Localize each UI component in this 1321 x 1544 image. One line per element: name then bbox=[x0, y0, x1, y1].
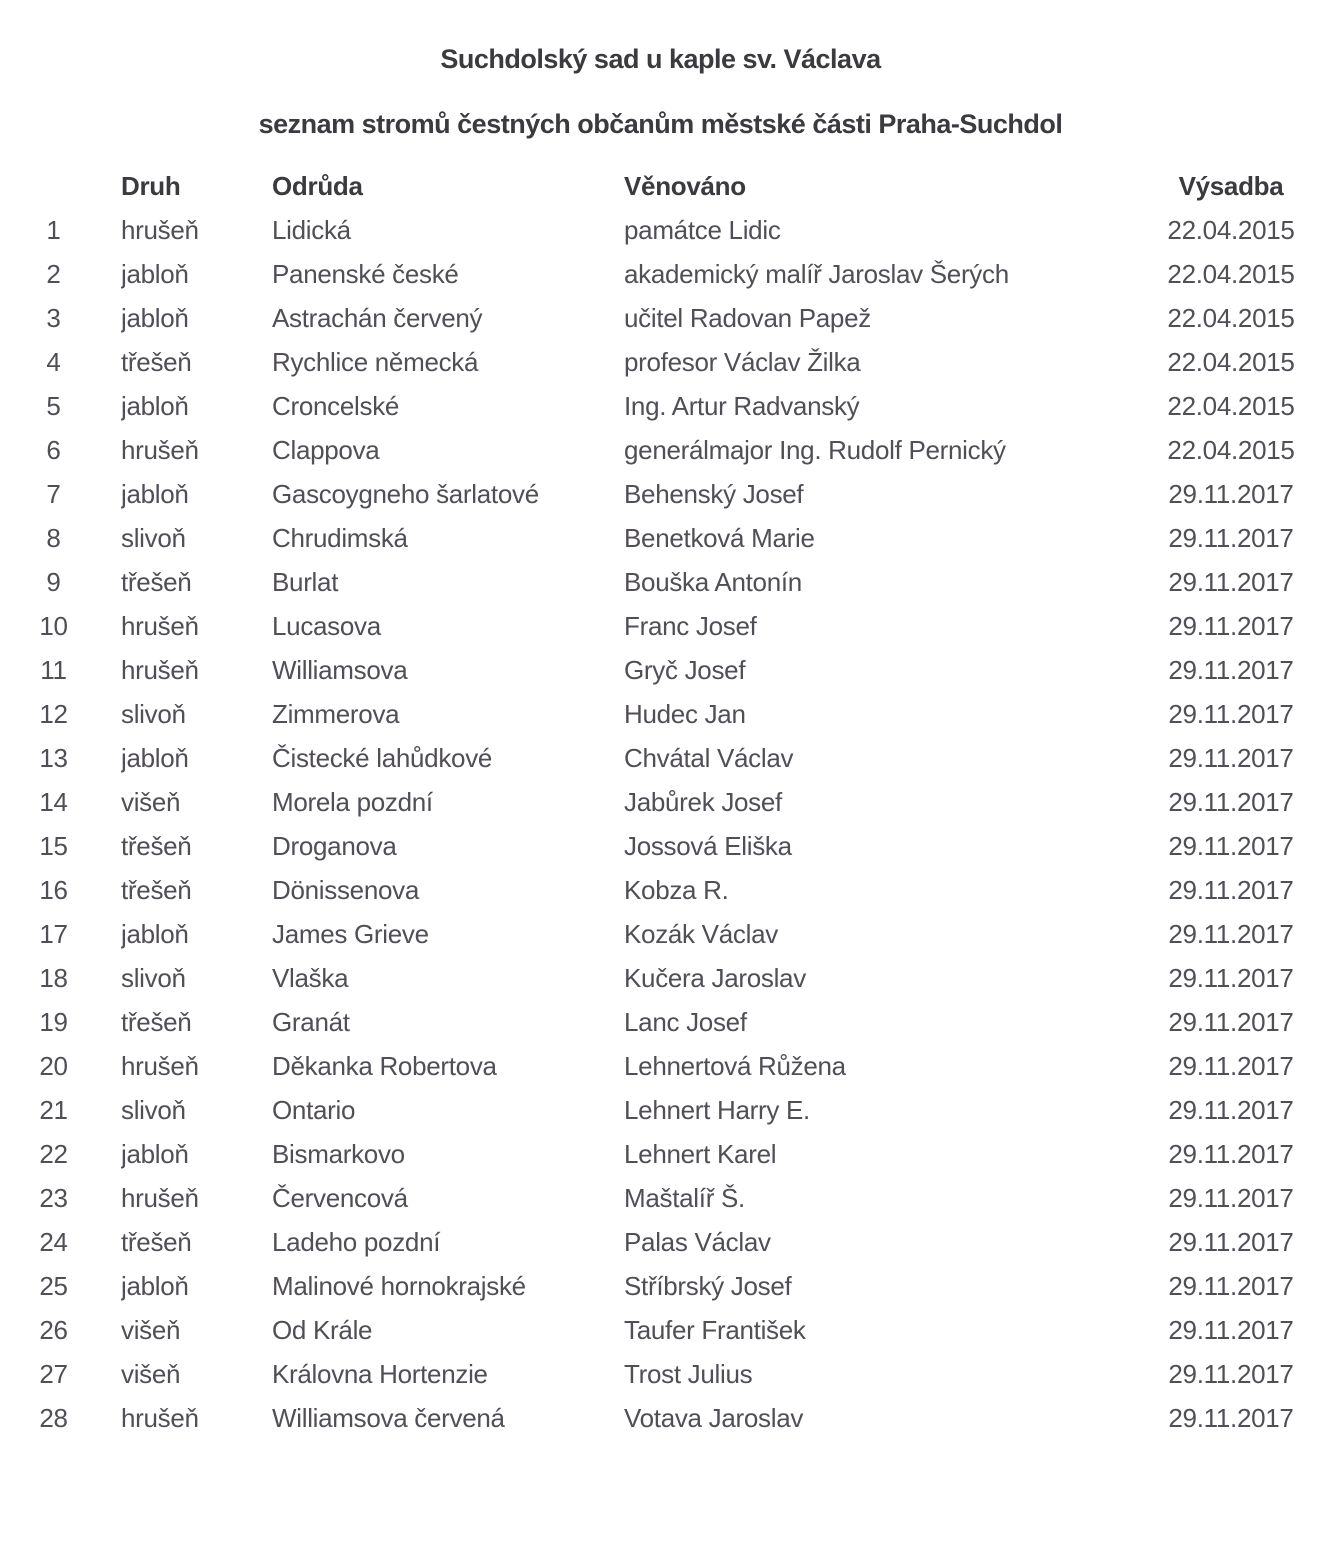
table-row bbox=[0, 340, 1321, 384]
table-row bbox=[0, 912, 1321, 956]
table-row bbox=[0, 1396, 1321, 1440]
row-venovano-cell: Kučera Jaroslav bbox=[624, 962, 806, 993]
row-druh-cell: jabloň bbox=[121, 258, 189, 289]
row-odruda-cell: Rychlice německá bbox=[272, 346, 479, 377]
row-venovano-cell: Gryč Josef bbox=[624, 654, 746, 685]
row-venovano-cell: Palas Václav bbox=[624, 1226, 771, 1257]
table-row bbox=[0, 1000, 1321, 1044]
table-row bbox=[0, 1352, 1321, 1396]
table-row bbox=[0, 692, 1321, 736]
col-header-venovano: Věnováno bbox=[624, 170, 746, 201]
row-odruda-cell: Croncelské bbox=[272, 390, 400, 421]
table-row bbox=[0, 1176, 1321, 1220]
row-druh-cell: slivoň bbox=[121, 698, 186, 729]
table-row bbox=[0, 868, 1321, 912]
row-vysadba-cell: 29.11.2017 bbox=[1168, 1182, 1294, 1213]
row-venovano-cell: Votava Jaroslav bbox=[624, 1402, 804, 1433]
row-venovano-cell: Stříbrský Josef bbox=[624, 1270, 792, 1301]
row-druh-cell: třešeň bbox=[121, 830, 192, 861]
row-druh-cell: třešeň bbox=[121, 1006, 192, 1037]
row-number-cell: 26 bbox=[39, 1314, 68, 1345]
row-druh-cell: slivoň bbox=[121, 522, 186, 553]
table-row bbox=[0, 1220, 1321, 1264]
row-number-cell: 22 bbox=[39, 1138, 68, 1169]
col-header-vysadba: Výsadba bbox=[1178, 170, 1284, 201]
row-druh-cell: třešeň bbox=[121, 874, 192, 905]
row-number-cell: 2 bbox=[46, 258, 61, 289]
row-odruda-cell: Malinové hornokrajské bbox=[272, 1270, 526, 1301]
row-number-cell: 11 bbox=[40, 654, 67, 685]
row-odruda-cell: Zimmerova bbox=[272, 698, 400, 729]
row-venovano-cell: Chvátal Václav bbox=[624, 742, 794, 773]
row-druh-cell: slivoň bbox=[121, 1094, 186, 1125]
row-druh-cell: třešeň bbox=[121, 346, 192, 377]
row-odruda-cell: Vlaška bbox=[272, 962, 349, 993]
row-venovano-cell: Maštalíř Š. bbox=[624, 1182, 745, 1213]
row-odruda-cell: Od Krále bbox=[272, 1314, 373, 1345]
row-odruda-cell: James Grieve bbox=[272, 918, 429, 949]
table-header-row bbox=[0, 164, 1321, 208]
row-venovano-cell: akademický malíř Jaroslav Šerých bbox=[624, 258, 1009, 289]
table-row bbox=[0, 1044, 1321, 1088]
row-druh-cell: hrušeň bbox=[121, 1050, 199, 1081]
col-header-odruda: Odrůda bbox=[272, 170, 363, 201]
row-vysadba-cell: 22.04.2015 bbox=[1167, 214, 1295, 245]
row-odruda-cell: Burlat bbox=[272, 566, 339, 597]
row-druh-cell: hrušeň bbox=[121, 654, 199, 685]
row-odruda-cell: Lidická bbox=[272, 214, 351, 245]
row-odruda-cell: Děkanka Robertova bbox=[272, 1050, 497, 1081]
row-odruda-cell: Williamsova červená bbox=[272, 1402, 505, 1433]
row-venovano-cell: Lanc Josef bbox=[624, 1006, 747, 1037]
table-row bbox=[0, 824, 1321, 868]
row-vysadba-cell: 29.11.2017 bbox=[1168, 1226, 1294, 1257]
row-vysadba-cell: 29.11.2017 bbox=[1168, 786, 1294, 817]
document-page bbox=[0, 45, 1321, 1440]
row-number-cell: 12 bbox=[39, 698, 68, 729]
row-odruda-cell: Královna Hortenzie bbox=[272, 1358, 488, 1389]
row-odruda-cell: Droganova bbox=[272, 830, 397, 861]
row-vysadba-cell: 29.11.2017 bbox=[1168, 874, 1294, 905]
row-number-cell: 17 bbox=[39, 918, 68, 949]
table-row bbox=[0, 1264, 1321, 1308]
row-druh-cell: jabloň bbox=[121, 1138, 189, 1169]
row-druh-cell: višeň bbox=[121, 786, 181, 817]
row-number-cell: 19 bbox=[39, 1006, 68, 1037]
table-row bbox=[0, 516, 1321, 560]
row-number-cell: 7 bbox=[46, 478, 61, 509]
row-vysadba-cell: 29.11.2017 bbox=[1168, 962, 1294, 993]
table-row bbox=[0, 956, 1321, 1000]
row-odruda-cell: Lucasova bbox=[272, 610, 381, 641]
table-row bbox=[0, 1088, 1321, 1132]
trees-table bbox=[0, 164, 1321, 1440]
row-vysadba-cell: 22.04.2015 bbox=[1167, 258, 1295, 289]
row-vysadba-cell: 29.11.2017 bbox=[1168, 1138, 1294, 1169]
table-row bbox=[0, 296, 1321, 340]
row-druh-cell: hrušeň bbox=[121, 1182, 199, 1213]
row-number-cell: 20 bbox=[39, 1050, 68, 1081]
table-row bbox=[0, 648, 1321, 692]
table-row bbox=[0, 1308, 1321, 1352]
row-number-cell: 6 bbox=[46, 434, 61, 465]
table-row bbox=[0, 252, 1321, 296]
row-odruda-cell: Chrudimská bbox=[272, 522, 408, 553]
row-venovano-cell: Lehnert Harry E. bbox=[624, 1094, 810, 1125]
row-vysadba-cell: 22.04.2015 bbox=[1167, 302, 1295, 333]
row-vysadba-cell: 29.11.2017 bbox=[1168, 1094, 1294, 1125]
row-odruda-cell: Panenské české bbox=[272, 258, 459, 289]
row-druh-cell: jabloň bbox=[121, 1270, 189, 1301]
row-druh-cell: slivoň bbox=[121, 962, 186, 993]
row-venovano-cell: Behenský Josef bbox=[624, 478, 804, 509]
row-venovano-cell: Hudec Jan bbox=[624, 698, 746, 729]
row-number-cell: 4 bbox=[46, 346, 61, 377]
row-vysadba-cell: 29.11.2017 bbox=[1168, 1358, 1294, 1389]
row-vysadba-cell: 29.11.2017 bbox=[1168, 1402, 1294, 1433]
row-druh-cell: jabloň bbox=[121, 918, 189, 949]
row-vysadba-cell: 29.11.2017 bbox=[1168, 654, 1294, 685]
row-number-cell: 25 bbox=[39, 1270, 68, 1301]
row-number-cell: 3 bbox=[46, 302, 61, 333]
row-vysadba-cell: 29.11.2017 bbox=[1168, 1314, 1294, 1345]
table-row bbox=[0, 560, 1321, 604]
row-odruda-cell: Čistecké lahůdkové bbox=[272, 742, 493, 773]
row-venovano-cell: Jossová Eliška bbox=[624, 830, 792, 861]
row-vysadba-cell: 29.11.2017 bbox=[1168, 610, 1294, 641]
row-odruda-cell: Gascoygneho šarlatové bbox=[272, 478, 539, 509]
row-venovano-cell: Kobza R. bbox=[624, 874, 729, 905]
row-vysadba-cell: 29.11.2017 bbox=[1168, 1006, 1294, 1037]
col-header-druh: Druh bbox=[121, 170, 181, 201]
row-druh-cell: třešeň bbox=[121, 1226, 192, 1257]
row-druh-cell: hrušeň bbox=[121, 1402, 199, 1433]
row-number-cell: 14 bbox=[39, 786, 68, 817]
row-vysadba-cell: 29.11.2017 bbox=[1168, 478, 1294, 509]
row-druh-cell: jabloň bbox=[121, 390, 189, 421]
row-venovano-cell: generálmajor Ing. Rudolf Pernický bbox=[624, 434, 1006, 465]
row-odruda-cell: Červencová bbox=[272, 1182, 408, 1213]
row-venovano-cell: Taufer František bbox=[624, 1314, 806, 1345]
table-row bbox=[0, 428, 1321, 472]
row-druh-cell: třešeň bbox=[121, 566, 192, 597]
row-venovano-cell: památce Lidic bbox=[624, 214, 781, 245]
table-row bbox=[0, 736, 1321, 780]
row-druh-cell: hrušeň bbox=[121, 434, 199, 465]
row-odruda-cell: Ontario bbox=[272, 1094, 356, 1125]
row-vysadba-cell: 22.04.2015 bbox=[1167, 434, 1295, 465]
row-number-cell: 10 bbox=[39, 610, 68, 641]
table-row bbox=[0, 208, 1321, 252]
row-venovano-cell: Trost Julius bbox=[624, 1358, 753, 1389]
row-venovano-cell: učitel Radovan Papež bbox=[624, 302, 871, 333]
row-odruda-cell: Granát bbox=[272, 1006, 350, 1037]
row-druh-cell: jabloň bbox=[121, 478, 189, 509]
row-odruda-cell: Williamsova bbox=[272, 654, 408, 685]
row-venovano-cell: Franc Josef bbox=[624, 610, 757, 641]
row-number-cell: 1 bbox=[46, 214, 61, 245]
row-venovano-cell: Kozák Václav bbox=[624, 918, 778, 949]
row-number-cell: 28 bbox=[39, 1402, 68, 1433]
row-odruda-cell: Clappova bbox=[272, 434, 380, 465]
row-number-cell: 9 bbox=[46, 566, 61, 597]
table-row bbox=[0, 472, 1321, 516]
row-vysadba-cell: 22.04.2015 bbox=[1167, 346, 1295, 377]
row-odruda-cell: Ladeho pozdní bbox=[272, 1226, 441, 1257]
row-number-cell: 15 bbox=[39, 830, 68, 861]
row-druh-cell: jabloň bbox=[121, 742, 189, 773]
row-odruda-cell: Astrachán červený bbox=[272, 302, 483, 333]
row-vysadba-cell: 29.11.2017 bbox=[1168, 742, 1294, 773]
row-vysadba-cell: 29.11.2017 bbox=[1168, 830, 1294, 861]
row-vysadba-cell: 29.11.2017 bbox=[1168, 566, 1294, 597]
row-venovano-cell: Lehnertová Růžena bbox=[624, 1050, 846, 1081]
table-row bbox=[0, 1132, 1321, 1176]
row-druh-cell: jabloň bbox=[121, 302, 189, 333]
page-subtitle: seznam stromů čestných občanům městské části Praha-Suchdol bbox=[258, 109, 1063, 139]
row-venovano-cell: Benetková Marie bbox=[624, 522, 815, 553]
row-number-cell: 24 bbox=[39, 1226, 68, 1257]
page-title: Suchdolský sad u kaple sv. Václava bbox=[440, 44, 881, 74]
row-number-cell: 8 bbox=[46, 522, 61, 553]
row-vysadba-cell: 29.11.2017 bbox=[1168, 918, 1294, 949]
table-row bbox=[0, 780, 1321, 824]
row-number-cell: 18 bbox=[39, 962, 68, 993]
row-vysadba-cell: 29.11.2017 bbox=[1168, 698, 1294, 729]
row-vysadba-cell: 22.04.2015 bbox=[1167, 390, 1295, 421]
row-vysadba-cell: 29.11.2017 bbox=[1168, 1270, 1294, 1301]
row-druh-cell: hrušeň bbox=[121, 214, 199, 245]
table-row bbox=[0, 384, 1321, 428]
row-venovano-cell: Jabůrek Josef bbox=[624, 786, 782, 817]
col-header-index bbox=[0, 164, 121, 208]
table-body bbox=[0, 208, 1321, 1440]
row-number-cell: 21 bbox=[39, 1094, 68, 1125]
row-druh-cell: višeň bbox=[121, 1358, 181, 1389]
row-odruda-cell: Morela pozdní bbox=[272, 786, 433, 817]
row-odruda-cell: Dönissenova bbox=[272, 874, 420, 905]
row-druh-cell: hrušeň bbox=[121, 610, 199, 641]
row-number-cell: 23 bbox=[39, 1182, 68, 1213]
row-druh-cell: višeň bbox=[121, 1314, 181, 1345]
row-venovano-cell: Lehnert Karel bbox=[624, 1138, 777, 1169]
row-number-cell: 27 bbox=[39, 1358, 68, 1389]
row-number-cell: 13 bbox=[39, 742, 68, 773]
row-odruda-cell: Bismarkovo bbox=[272, 1138, 405, 1169]
table-row bbox=[0, 604, 1321, 648]
row-number-cell: 16 bbox=[39, 874, 68, 905]
row-venovano-cell: profesor Václav Žilka bbox=[624, 346, 861, 377]
row-number-cell: 5 bbox=[46, 390, 61, 421]
row-vysadba-cell: 29.11.2017 bbox=[1168, 1050, 1294, 1081]
row-vysadba-cell: 29.11.2017 bbox=[1168, 522, 1294, 553]
row-venovano-cell: Bouška Antonín bbox=[624, 566, 802, 597]
row-venovano-cell: Ing. Artur Radvanský bbox=[624, 390, 860, 421]
